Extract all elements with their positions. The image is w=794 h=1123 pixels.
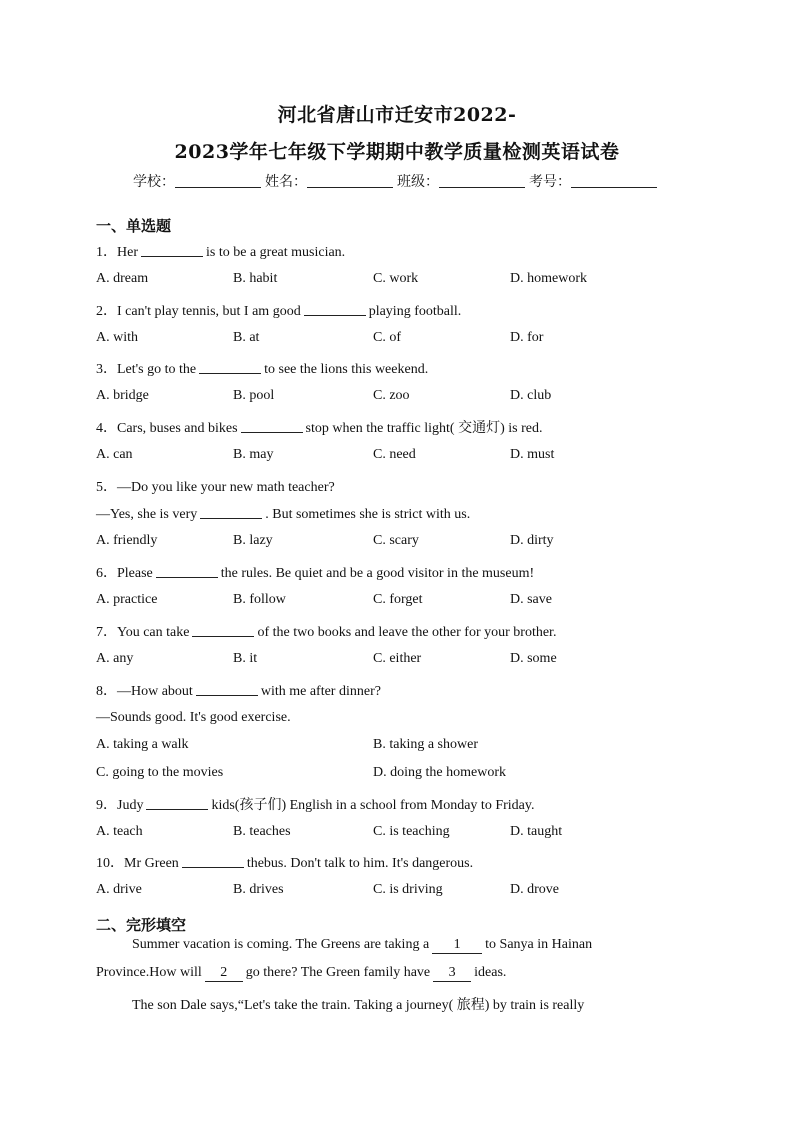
option-b[interactable]: B. at [233,330,260,345]
question-text: playing football. [368,304,462,319]
exam-title-line-2: 2023学年七年级下学期期中教学质量检测英语试卷 [174,141,620,163]
question-text: —Yes, she is very [96,507,198,522]
option-b[interactable]: B. drives [233,882,284,897]
question-text: 3．Let's go to the [96,362,197,377]
option-c[interactable]: C. of [373,330,401,345]
option-c[interactable]: C. going to the movies [96,765,224,780]
question-text: 9．Judy [96,798,144,813]
option-d[interactable]: D. for [510,330,544,345]
passage-text: Province.How will [96,965,202,980]
question-5-reply [96,506,470,523]
question-6 [96,562,534,582]
cloze-line-3: The son Dale says,“Let's take the train. Taking a journey( 旅程) by train is really [132,998,585,1013]
option-c[interactable]: C. need [373,447,416,462]
answer-blank [156,565,218,578]
question-text: 1．Her [96,245,138,260]
option-a[interactable]: A. teach [96,824,143,839]
option-d[interactable]: D. must [510,447,555,462]
option-c[interactable]: C. zoo [373,388,410,403]
number-label: 考号： [529,174,571,190]
option-b[interactable]: B. lazy [233,533,273,548]
passage-text: ideas. [474,965,507,980]
passage-text: to Sanya in Hainan [485,937,593,952]
cloze-line-2 [96,965,670,982]
option-c[interactable]: C. is teaching [373,824,450,839]
question-text: to see the lions this weekend. [264,362,429,377]
option-b[interactable]: B. pool [233,388,275,403]
option-a[interactable]: A. practice [96,592,158,607]
option-a[interactable]: A. dream [96,271,149,286]
question-text: with me after dinner? [260,684,381,699]
question-10 [96,852,473,872]
answer-blank [200,506,262,519]
answer-blank [146,797,208,810]
name-label: 姓名： [265,174,307,190]
question-5: 5．—Do you like your new math teacher? [96,480,335,495]
option-a[interactable]: A. bridge [96,388,149,403]
option-a[interactable]: A. can [96,447,133,462]
option-c[interactable]: C. either [373,651,422,666]
answer-blank [141,244,203,257]
option-a[interactable]: A. friendly [96,533,158,548]
option-b[interactable]: B. may [233,447,274,462]
cloze-line-1 [132,937,670,954]
option-a[interactable]: A. with [96,330,138,345]
option-d[interactable]: D. homework [510,271,587,286]
question-1 [96,241,345,261]
question-8-reply: —Sounds good. It's good exercise. [96,710,291,725]
option-d[interactable]: D. save [510,592,552,607]
answer-blank [192,624,254,637]
option-b[interactable]: B. teaches [233,824,291,839]
school-label: 学校： [133,174,175,190]
option-b[interactable]: B. follow [233,592,286,607]
cloze-blank-1: 1 [432,937,482,954]
answer-blank [196,683,258,696]
option-b[interactable]: B. taking a shower [373,737,478,752]
section-heading-single-choice: 一、单选题 [96,217,172,235]
option-d[interactable]: D. some [510,651,557,666]
passage-text: go there? The Green family have [245,965,431,980]
option-c[interactable]: C. work [373,271,419,286]
question-text: 2．I can't play tennis, but I am good [96,304,301,319]
question-4 [96,417,542,437]
option-d[interactable]: D. drove [510,882,559,897]
name-blank[interactable] [307,173,393,188]
option-b[interactable]: B. it [233,651,258,666]
exam-title-line-1: 河北省唐山市迁安市2022- [277,104,517,126]
option-d[interactable]: D. dirty [510,533,554,548]
answer-blank [199,361,261,374]
option-d[interactable]: D. club [510,388,552,403]
question-text: kids(孩子们) English in a school from Monday to Friday. [211,798,535,813]
option-c[interactable]: C. forget [373,592,423,607]
answer-blank [182,855,244,868]
option-a[interactable]: A. drive [96,882,142,897]
question-2 [96,300,461,320]
question-text: 7．You can take [96,625,190,640]
question-text: 10．Mr Green [96,856,179,871]
option-a[interactable]: A. taking a walk [96,737,189,752]
option-a[interactable]: A. any [96,651,134,666]
question-text: the rules. Be quiet and be a good visitor in the museum! [220,566,535,581]
option-c[interactable]: C. scary [373,533,419,548]
class-blank[interactable] [439,173,525,188]
question-8 [96,680,381,700]
question-text: of the two books and leave the other for your brother. [257,625,557,640]
question-3 [96,358,428,378]
question-text: 4．Cars, buses and bikes [96,421,238,436]
class-label: 班级： [397,174,439,190]
question-9 [96,794,534,814]
answer-blank [304,303,366,316]
school-blank[interactable] [175,173,261,188]
question-7 [96,621,556,641]
question-text: stop when the traffic light( 交通灯) is red. [305,421,543,436]
question-text: . But sometimes she is strict with us. [265,507,471,522]
question-text: 8．—How about [96,684,193,699]
passage-text: Summer vacation is coming. The Greens are taking a [132,937,430,952]
option-d[interactable]: D. taught [510,824,563,839]
question-text: 6．Please [96,566,153,581]
number-blank[interactable] [571,173,657,188]
cloze-blank-2: 2 [205,965,243,982]
option-b[interactable]: B. habit [233,271,278,286]
question-text: is to be a great musician. [206,245,346,260]
option-c[interactable]: C. is driving [373,882,443,897]
section-heading-cloze: 二、完形填空 [96,916,187,934]
answer-blank [241,420,303,433]
question-text: thebus. Don't talk to him. It's dangerous. [246,856,474,871]
student-info-row [0,171,794,191]
cloze-blank-3: 3 [433,965,471,982]
option-d[interactable]: D. doing the homework [373,765,506,780]
